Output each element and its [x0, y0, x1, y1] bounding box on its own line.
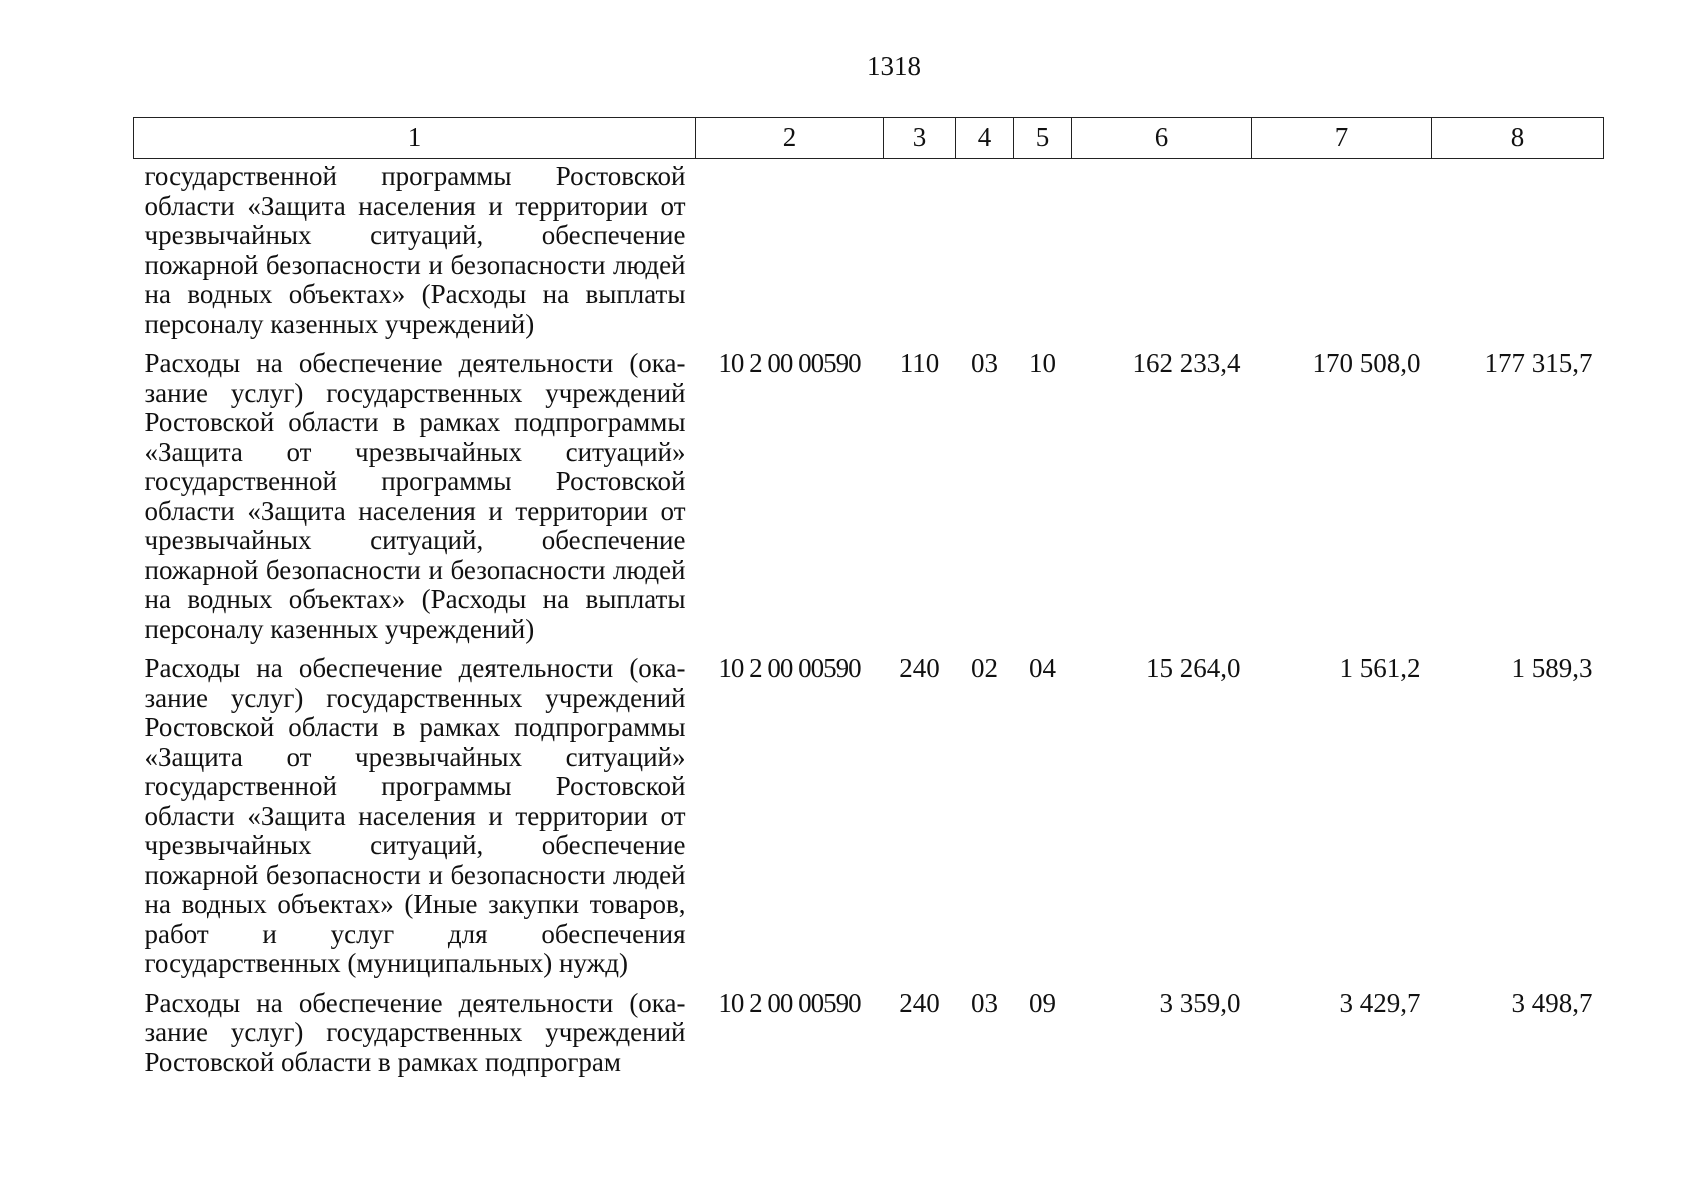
column-header-6: 6	[1072, 118, 1252, 159]
row-description: Расходы на обеспечение деятельности (оказание услуг) государственных учреждений Ростовской области в рамках подпрограм	[144, 987, 686, 1077]
target-article-code: 10 2 00 00590	[718, 348, 861, 378]
section-code: 03	[971, 348, 998, 378]
expense-type-code: 240	[899, 653, 940, 683]
subsection-code: 09	[1029, 987, 1056, 1018]
row-description: Расходы на обеспечение деятельности (оказание услуг) государственных учреждений Ростовской области в рамках подпрограммы «Защита от чрезвычайных ситуаций» государственной программы Ростовской области «Защита населения и территории от чрезвычайных ситуаций, обеспечение пожарной безопасности и безопасности людей на водных объектах» (Расходы на выплаты персоналу казенных учреждений)	[144, 348, 686, 644]
table-row	[134, 644, 1604, 979]
amount-col-8: 3 498,7	[1511, 987, 1593, 1018]
column-header-3: 3	[884, 118, 956, 159]
expense-type-code: 240	[899, 987, 940, 1018]
amount-col-6: 15 264,0	[1146, 653, 1241, 683]
amount-col-6: 162 233,4	[1132, 348, 1241, 378]
subsection-code: 04	[1029, 653, 1056, 683]
column-header-7: 7	[1252, 118, 1432, 159]
amount-col-7: 1 561,2	[1339, 653, 1421, 683]
column-header-1: 1	[134, 118, 696, 159]
column-header-4: 4	[956, 118, 1014, 159]
section-code: 02	[971, 653, 998, 683]
page-number: 1318	[867, 51, 921, 81]
amount-col-8: 177 315,7	[1484, 348, 1593, 378]
budget-table	[133, 117, 1604, 1077]
amount-col-8: 1 589,3	[1511, 653, 1593, 683]
column-header-8: 8	[1432, 118, 1604, 159]
column-header-5: 5	[1014, 118, 1072, 159]
subsection-code: 10	[1029, 348, 1056, 378]
section-code: 03	[971, 987, 998, 1018]
amount-col-7: 170 508,0	[1312, 348, 1421, 378]
table-row	[134, 339, 1604, 644]
table-row	[134, 979, 1604, 1078]
table-row-continuation	[134, 159, 1604, 340]
row-description: государственной программы Ростовской области «Защита населения и территории от чрезвычайных ситуаций, обеспечение пожарной безопасности и безопасности людей на водных объектах» (Расходы на выплаты персоналу казенных учреждений)	[144, 161, 686, 339]
amount-col-6: 3 359,0	[1159, 987, 1241, 1018]
target-article-code: 10 2 00 00590	[718, 653, 861, 683]
amount-col-7: 3 429,7	[1339, 987, 1421, 1018]
column-header-2: 2	[696, 118, 884, 159]
row-description: Расходы на обеспечение деятельности (оказание услуг) государственных учреждений Ростовской области в рамках подпрограммы «Защита от чрезвычайных ситуаций» государственной программы Ростовской области «Защита населения и территории от чрезвычайных ситуаций, обеспечение пожарной безопасности и безопасности людей на водных объектах» (Иные закупки товаров, работ и услуг для обеспечения государственных (муниципальных) нужд)	[144, 653, 686, 978]
table-header-row	[134, 118, 1604, 159]
target-article-code: 10 2 00 00590	[718, 987, 861, 1018]
expense-type-code: 110	[899, 348, 940, 378]
